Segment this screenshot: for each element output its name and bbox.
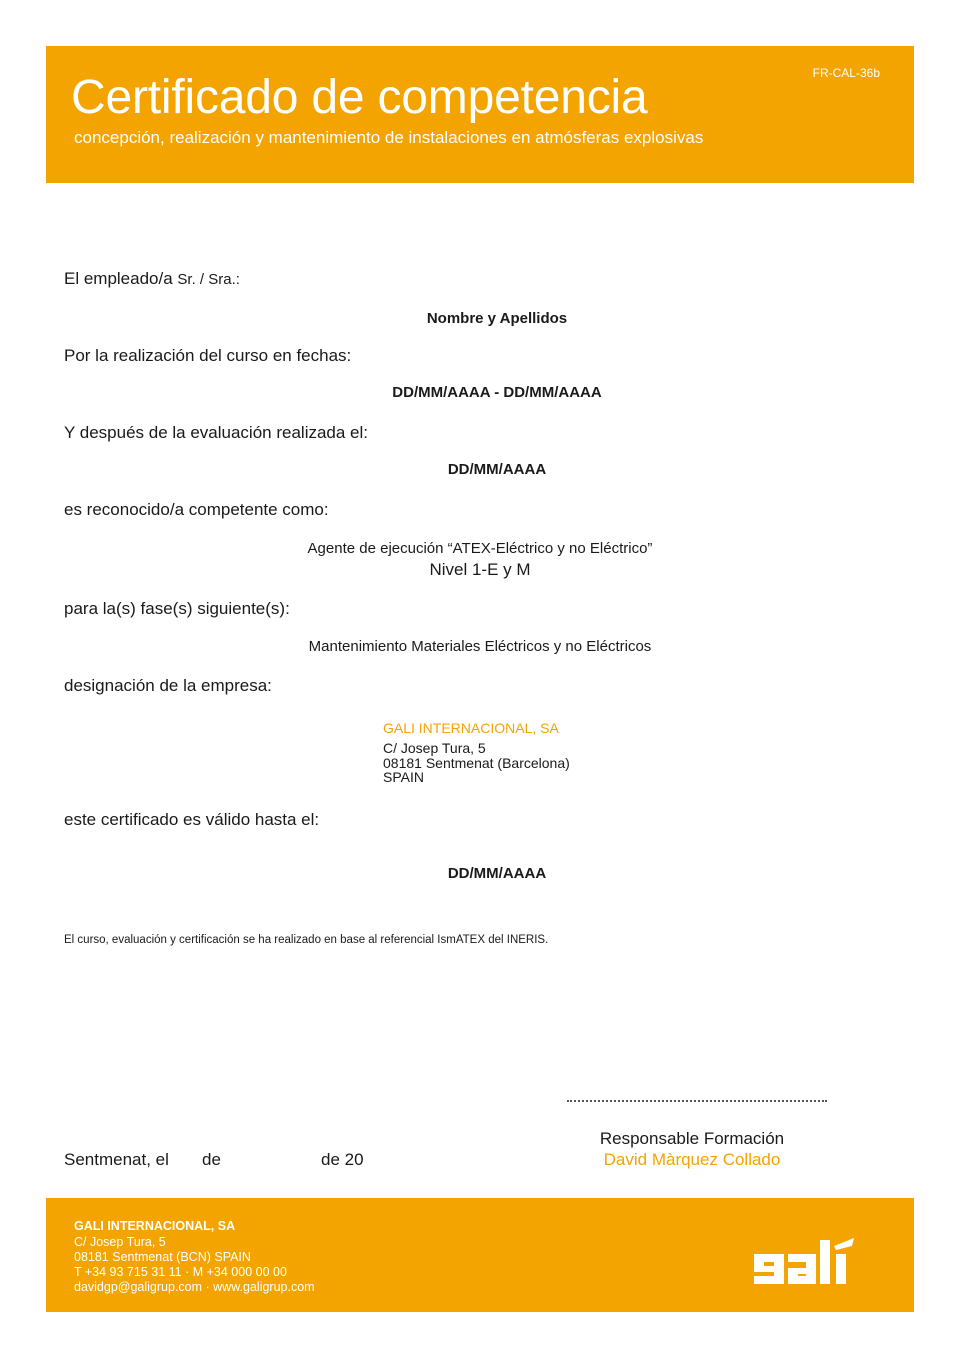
employee-label-text: El empleado/a xyxy=(64,269,178,288)
valid-until-label: este certificado es válido hasta el: xyxy=(64,810,320,829)
signer-name: David Màrquez Collado xyxy=(603,1150,781,1169)
employee-label xyxy=(64,269,240,289)
date-de-2: de 20 xyxy=(321,1150,364,1169)
recognized-label: es reconocido/a competente como: xyxy=(64,500,329,519)
signature-line xyxy=(567,1100,827,1102)
reference-note: El curso, evaluación y certificación se ha realizado en base al referencial IsmATEX del INERIS. xyxy=(64,934,549,946)
phases-value: Mantenimiento Materiales Eléctricos y no Eléctricos xyxy=(308,638,652,655)
place-prefix: Sentmenat, el xyxy=(64,1150,169,1169)
course-dates: DD/MM/AAAA - DD/MM/AAAA xyxy=(392,384,602,401)
gali-logo xyxy=(750,1232,890,1296)
certificate-footer xyxy=(46,1198,914,1312)
competence-role: Agente de ejecución “ATEX-Eléctrico y no Eléctrico” xyxy=(307,540,653,557)
evaluation-label: Y después de la evaluación realizada el: xyxy=(64,423,369,442)
competence-level: Nivel 1-E y M xyxy=(429,560,531,579)
valid-until-date: DD/MM/AAAA xyxy=(447,865,547,882)
company-address-line1: C/ Josep Tura, 5 xyxy=(383,740,486,756)
footer-company: GALI INTERNACIONAL, SA xyxy=(74,1219,236,1233)
course-dates-label: Por la realización del curso en fechas: xyxy=(64,346,352,365)
company-label: designación de la empresa: xyxy=(64,676,272,695)
employee-name: Nombre y Apellidos xyxy=(426,310,568,327)
certificate-subtitle: concepción, realización y mantenimiento de instalaciones en atmósferas explosivas xyxy=(74,128,704,147)
footer-address2: 08181 Sentmenat (BCN) SPAIN xyxy=(74,1250,251,1264)
signer-role: Responsable Formación xyxy=(599,1129,785,1148)
company-name: GALI INTERNACIONAL, SA xyxy=(383,720,559,736)
company-country: SPAIN xyxy=(383,769,424,785)
certificate-header xyxy=(46,46,914,183)
certificate-title: Certificado de competencia xyxy=(71,71,648,124)
company-address-line2: 08181 Sentmenat (Barcelona) xyxy=(383,755,570,771)
employee-title-text: Sr. / Sra.: xyxy=(177,271,240,288)
footer-contact: davidgp@galigrup.com · www.galigrup.com xyxy=(74,1280,315,1294)
phases-label: para la(s) fase(s) siguiente(s): xyxy=(64,599,290,618)
document-code: FR-CAL-36b xyxy=(812,66,880,80)
evaluation-date: DD/MM/AAAA xyxy=(447,461,547,478)
footer-phones: T +34 93 715 31 11 · M +34 000 00 00 xyxy=(74,1265,287,1279)
footer-address1: C/ Josep Tura, 5 xyxy=(74,1235,166,1249)
date-de-1: de xyxy=(202,1150,221,1169)
